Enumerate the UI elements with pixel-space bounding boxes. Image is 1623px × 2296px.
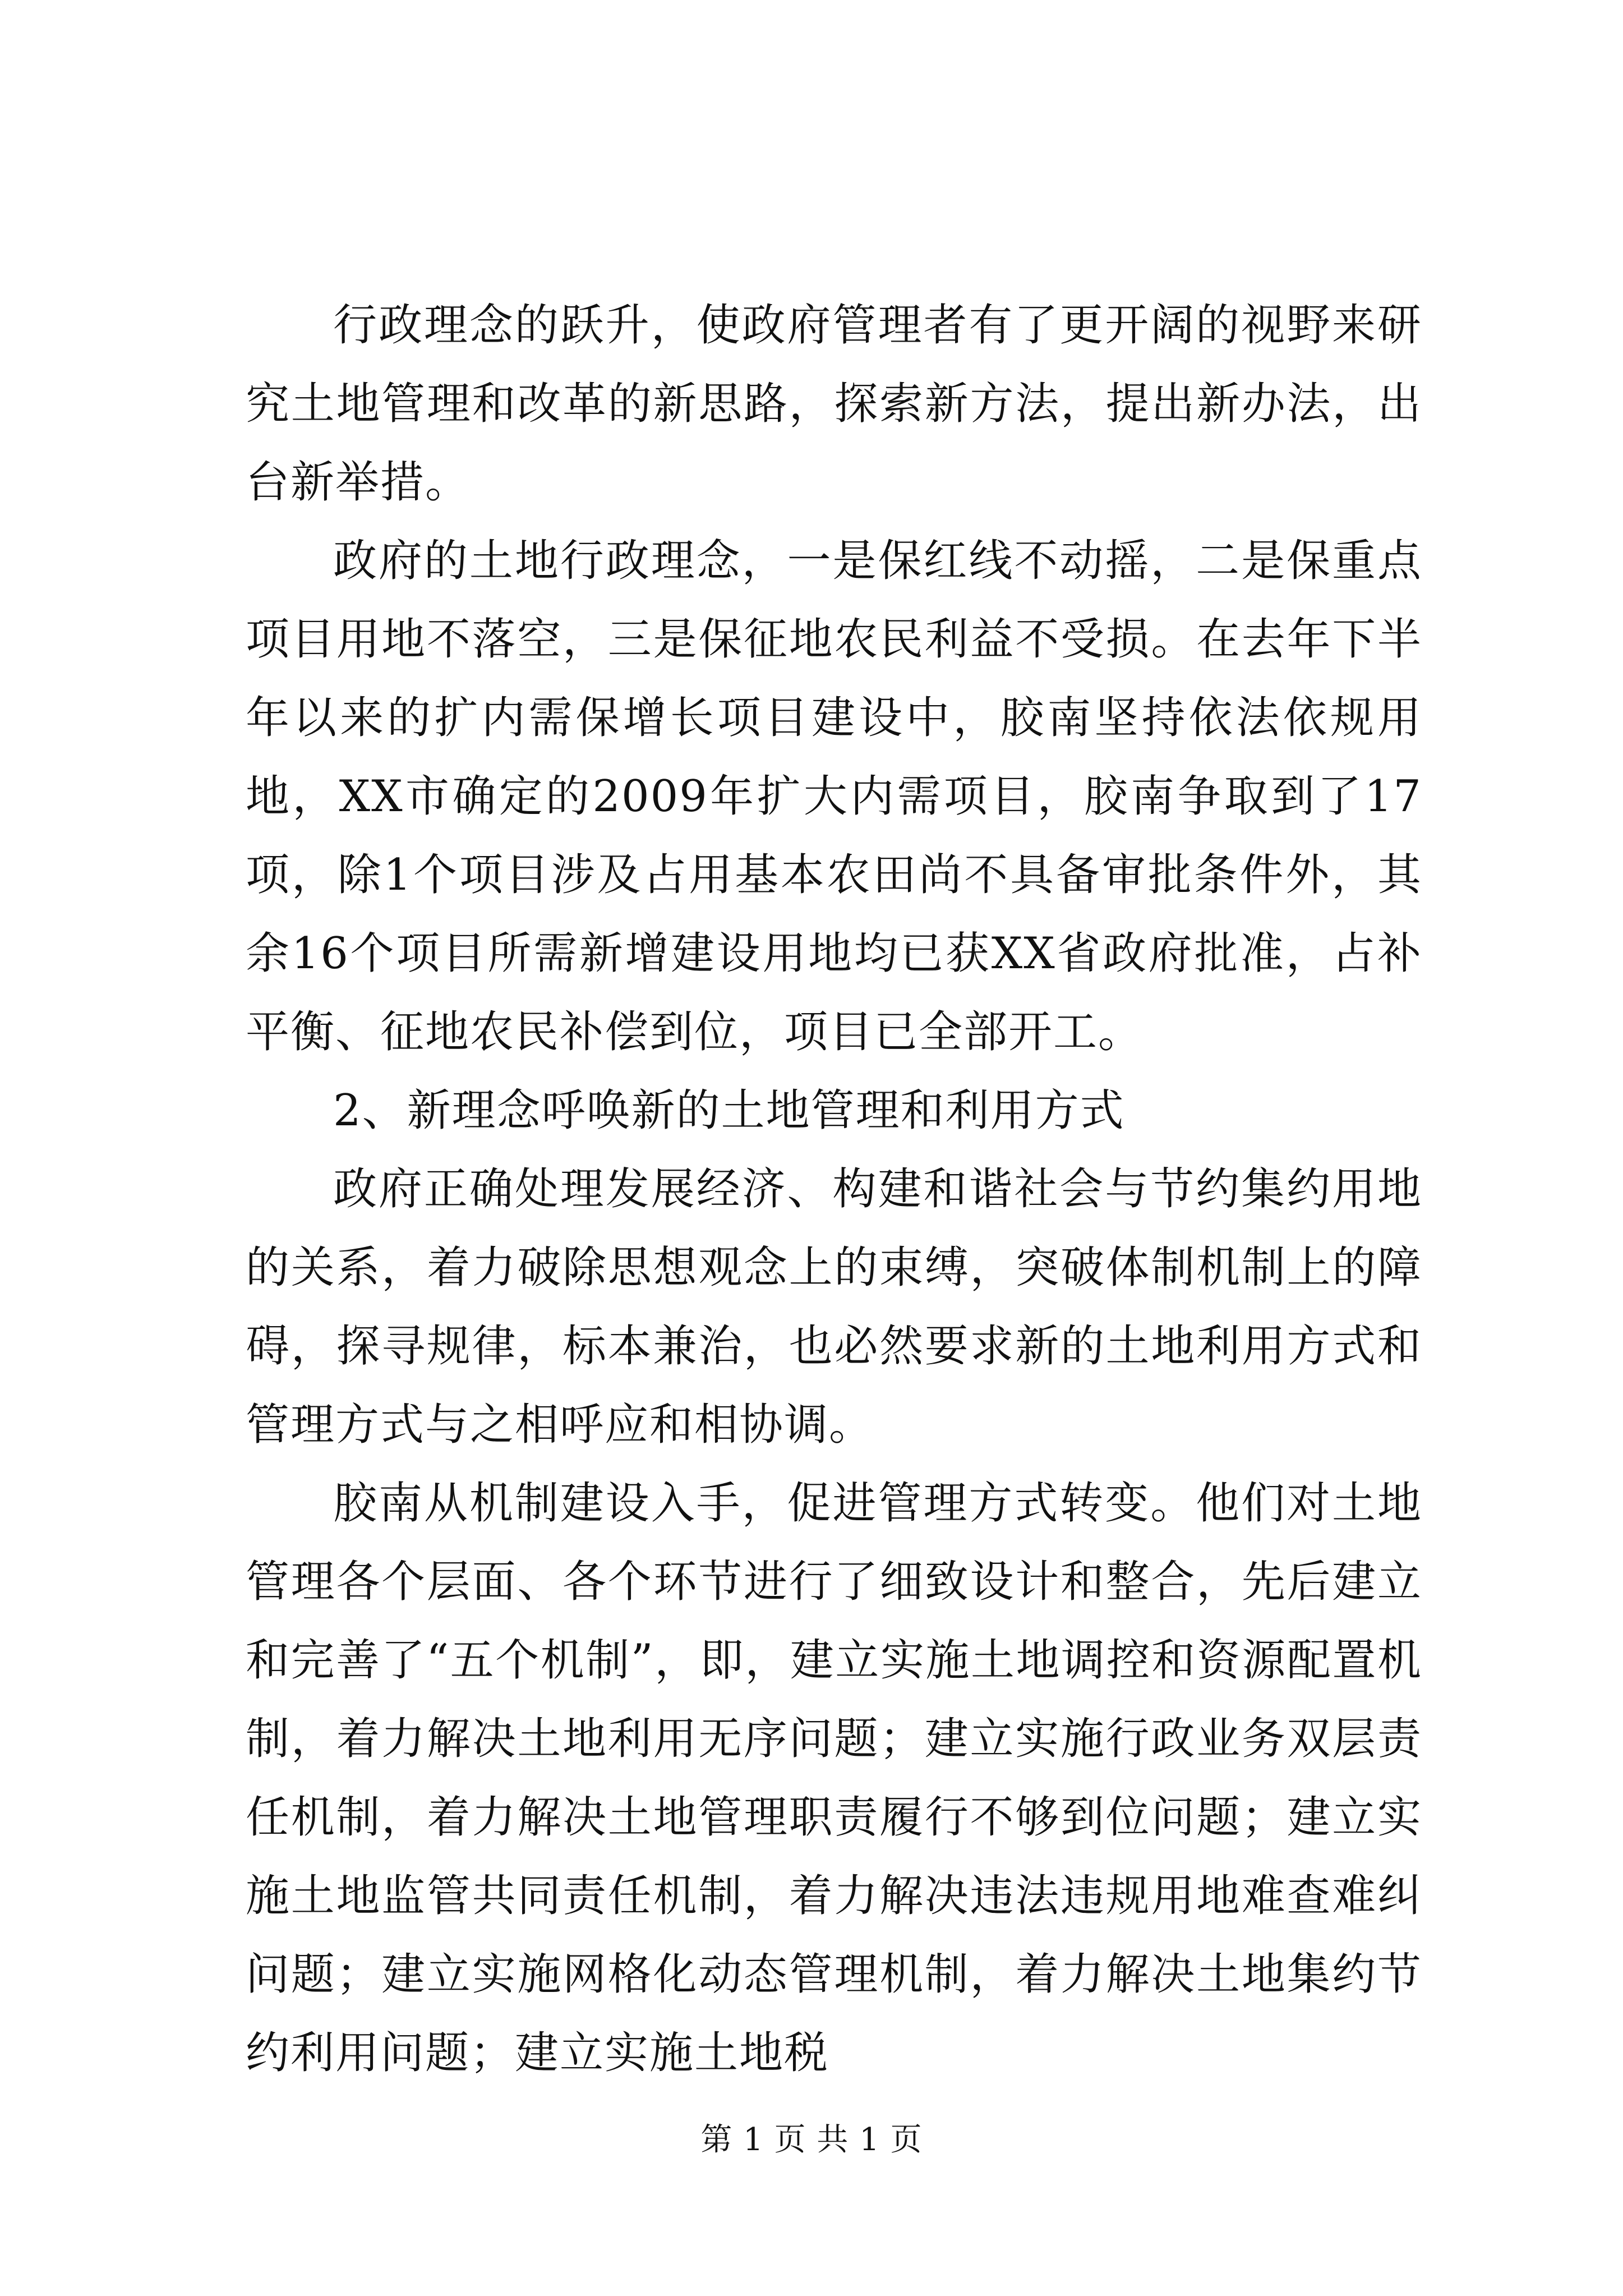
paragraph-administrative-concept: 行政理念的跃升，使政府管理者有了更开阔的视野来研究土地管理和改革的新思路，探索新方法，提出新办法，出台新举措。 (246, 300, 1422, 508)
paragraph-development-relation: 政府正确处理发展经济、构建和谐社会与节约集约用地的关系，着力破除思想观念上的束缚，突破体制机制上的障碍，探寻规律，标本兼治，也必然要求新的土地利用方式和管理方式与之相呼应和相协调。 (246, 1164, 1422, 1450)
section-heading: 2、新理念呼唤新的土地管理和利用方式 (333, 1085, 1125, 1136)
page-footer: 第 1 页 共 1 页 (700, 2122, 923, 2158)
paragraph-land-policy: 政府的土地行政理念，一是保红线不动摇，二是保重点项目用地不落空，三是保征地农民利益不受损。在去年下半年以来的扩内需保增长项目建设中，胶南坚持依法依规用地，XX市确定的2009年扩大内需项目，胶南争取到了17项，除1个项目涉及占用基本农田尚不具备审批条件外，其余16个项目所需新增建设用地均已获XX省政府批准，占补平衡、征地农民补偿到位，项目已全部开工。 (246, 536, 1422, 1057)
paragraph-five-mechanisms: 胶南从机制建设入手，促进管理方式转变。他们对土地管理各个层面、各个环节进行了细致设计和整合，先后建立和完善了“五个机制”，即，建立实施土地调控和资源配置机制，着力解决土地利用无序问题；建立实施行政业务双层责任机制，着力解决土地管理职责履行不够到位问题；建立实施土地监管共同责任机制，着力解决违法违规用地难查难纠问题；建立实施网格化动态管理机制，着力解决土地集约节约利用问题；建立实施土地税 (246, 1478, 1422, 2078)
document-body (246, 286, 1422, 2092)
